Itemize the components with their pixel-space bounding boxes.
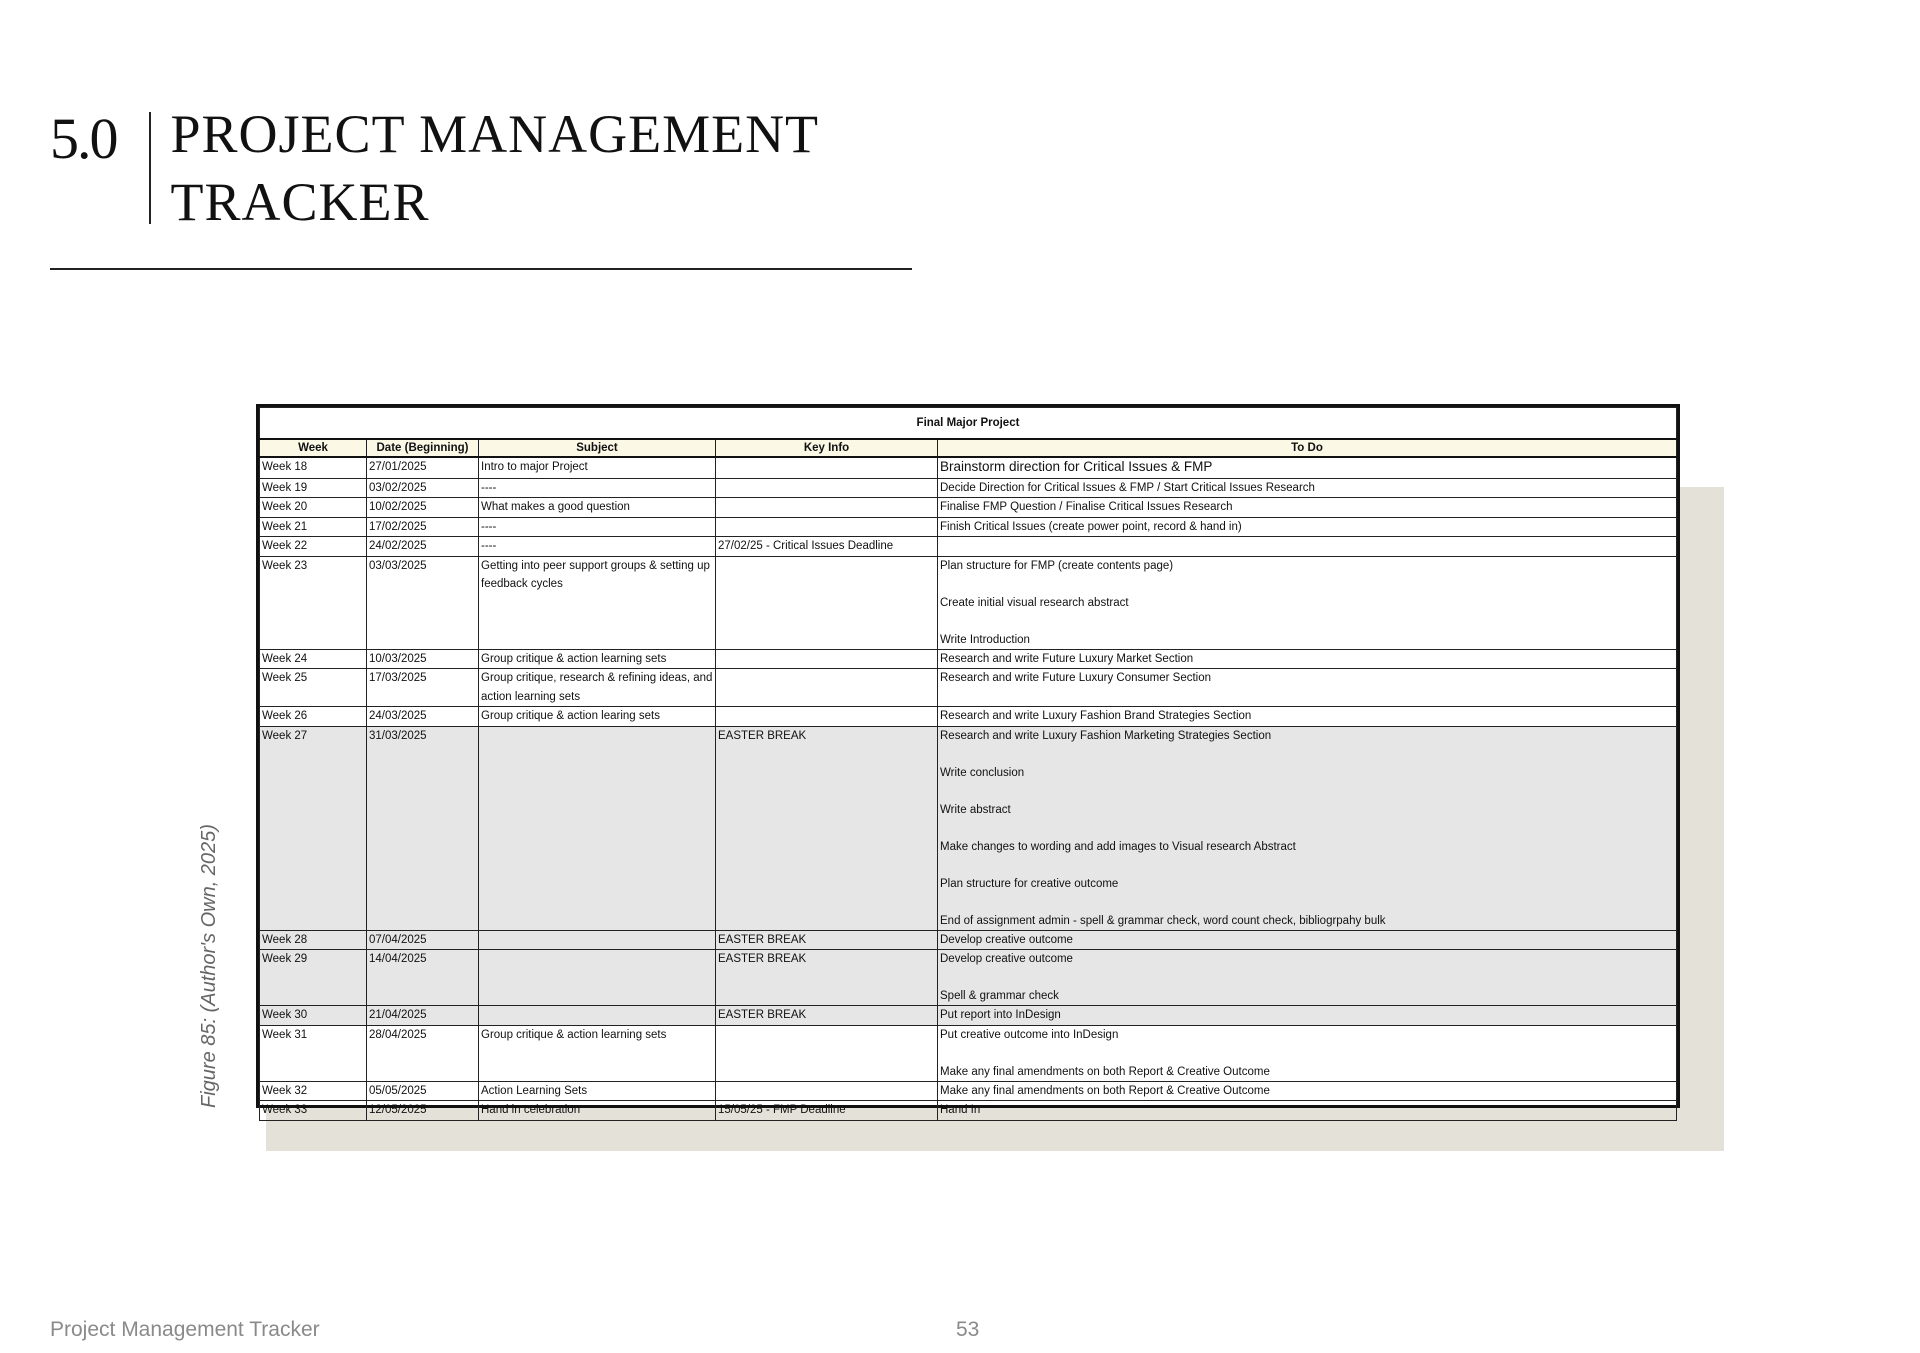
- to-do-item: Write abstract: [940, 803, 1011, 816]
- date-cell: 28/04/2025: [367, 1025, 479, 1081]
- column-header-key-info: Key Info: [716, 439, 938, 457]
- subject-cell: Group critique & action learing sets: [479, 707, 716, 727]
- subject-cell: Hand in celebration: [479, 1101, 716, 1121]
- key-info-cell: [716, 669, 938, 707]
- subject-cell: Intro to major Project: [479, 457, 716, 478]
- to-do-cell: [938, 1006, 1677, 1026]
- to-do-cell: [938, 556, 1677, 649]
- week-cell: Week 24: [260, 649, 367, 669]
- heading-divider: [149, 112, 151, 224]
- key-info-cell: [716, 498, 938, 518]
- week-cell: Week 26: [260, 707, 367, 727]
- key-info-cell: EASTER BREAK: [716, 1006, 938, 1026]
- heading-rule: [50, 268, 912, 270]
- table-row: [260, 537, 1677, 557]
- to-do-item: Write conclusion: [940, 766, 1025, 779]
- to-do-cell: [938, 537, 1677, 557]
- column-header-week: Week: [260, 439, 367, 457]
- key-info-cell: [716, 478, 938, 498]
- date-cell: 10/02/2025: [367, 498, 479, 518]
- table-row: [260, 1025, 1677, 1081]
- week-cell: Week 28: [260, 930, 367, 950]
- subject-cell: ----: [479, 537, 716, 557]
- to-do-item: Develop creative outcome: [940, 933, 1073, 946]
- key-info-cell: [716, 1025, 938, 1081]
- table-row: [260, 1101, 1677, 1121]
- week-cell: Week 25: [260, 669, 367, 707]
- to-do-item: Develop creative outcome: [940, 953, 1073, 965]
- to-do-cell: [938, 517, 1677, 537]
- to-do-item: Decide Direction for Critical Issues & FMP / Start Critical Issues Research: [940, 481, 1315, 494]
- to-do-item: Put creative outcome into InDesign: [940, 1028, 1119, 1041]
- table-title: Final Major Project: [260, 408, 1677, 440]
- page-title: [171, 100, 820, 236]
- key-info-cell: [716, 649, 938, 669]
- to-do-cell: [938, 649, 1677, 669]
- date-cell: 31/03/2025: [367, 726, 479, 930]
- to-do-item: Plan structure for FMP (create contents page): [940, 559, 1174, 572]
- date-cell: 03/02/2025: [367, 478, 479, 498]
- table-row: [260, 1081, 1677, 1101]
- to-do-item: Write Introduction: [940, 633, 1030, 646]
- to-do-cell: [938, 457, 1677, 478]
- table-row: [260, 457, 1677, 478]
- table-row: [260, 707, 1677, 727]
- to-do-item: Make changes to wording and add images to Visual research Abstract: [940, 840, 1296, 853]
- page-title-line-2: TRACKER: [170, 172, 430, 232]
- subject-cell: [479, 950, 716, 1006]
- week-cell: Week 19: [260, 478, 367, 498]
- footer-section-label: Project Management Tracker: [50, 1318, 320, 1341]
- project-tracker-table: [256, 404, 1680, 1116]
- key-info-cell: EASTER BREAK: [716, 950, 938, 1006]
- table-header-row: [260, 439, 1677, 457]
- to-do-item: Put report into InDesign: [940, 1009, 1061, 1021]
- to-do-item: Spell & grammar check: [940, 990, 1059, 1002]
- date-cell: 10/03/2025: [367, 649, 479, 669]
- date-cell: 03/03/2025: [367, 556, 479, 649]
- date-cell: 17/03/2025: [367, 669, 479, 707]
- key-info-cell: [716, 1081, 938, 1101]
- table-row: [260, 498, 1677, 518]
- to-do-item: Make any final amendments on both Report & Creative Outcome: [940, 1065, 1270, 1078]
- to-do-item: Research and write Future Luxury Market Section: [940, 652, 1194, 665]
- subject-cell: Group critique, research & refining ideas, and action learning sets: [479, 669, 716, 707]
- table-row: [260, 478, 1677, 498]
- to-do-item: Make any final amendments on both Report & Creative Outcome: [940, 1084, 1270, 1097]
- to-do-cell: [938, 478, 1677, 498]
- date-cell: 05/05/2025: [367, 1081, 479, 1101]
- week-cell: Week 30: [260, 1006, 367, 1026]
- to-do-cell: [938, 930, 1677, 950]
- week-cell: Week 22: [260, 537, 367, 557]
- week-cell: Week 31: [260, 1025, 367, 1081]
- subject-cell: What makes a good question: [479, 498, 716, 518]
- to-do-cell: [938, 950, 1677, 1006]
- subject-cell: Action Learning Sets: [479, 1081, 716, 1101]
- key-info-cell: EASTER BREAK: [716, 726, 938, 930]
- subject-cell: [479, 726, 716, 930]
- date-cell: 21/04/2025: [367, 1006, 479, 1026]
- table-row: [260, 669, 1677, 707]
- key-info-cell: EASTER BREAK: [716, 930, 938, 950]
- subject-cell: Group critique & action learning sets: [479, 1025, 716, 1081]
- to-do-item: Brainstorm direction for Critical Issues & FMP: [940, 459, 1213, 474]
- to-do-item: Hand In: [940, 1104, 981, 1116]
- key-info-cell: [716, 556, 938, 649]
- subject-cell: ----: [479, 517, 716, 537]
- week-cell: Week 20: [260, 498, 367, 518]
- figure-caption: Figure 85: (Author's Own, 2025): [198, 824, 220, 1108]
- key-info-cell: [716, 457, 938, 478]
- key-info-cell: 15/05/25 - FMP Deadline: [716, 1101, 938, 1121]
- table-row: [260, 726, 1677, 930]
- table-row: [260, 930, 1677, 950]
- date-cell: 24/02/2025: [367, 537, 479, 557]
- table-row: [260, 556, 1677, 649]
- to-do-item: Finalise FMP Question / Finalise Critical Issues Research: [940, 501, 1233, 513]
- date-cell: 27/01/2025: [367, 457, 479, 478]
- table-row: [260, 517, 1677, 537]
- subject-cell: [479, 1006, 716, 1026]
- date-cell: 12/05/2025: [367, 1101, 479, 1121]
- subject-cell: ----: [479, 478, 716, 498]
- key-info-cell: [716, 707, 938, 727]
- week-cell: Week 33: [260, 1101, 367, 1121]
- to-do-cell: [938, 498, 1677, 518]
- to-do-item: Plan structure for creative outcome: [940, 877, 1119, 890]
- section-heading: [50, 100, 819, 236]
- to-do-cell: [938, 726, 1677, 930]
- week-cell: Week 18: [260, 457, 367, 478]
- to-do-item: Finish Critical Issues (create power point, record & hand in): [940, 520, 1242, 533]
- to-do-cell: [938, 1081, 1677, 1101]
- date-cell: 17/02/2025: [367, 517, 479, 537]
- key-info-cell: 27/02/25 - Critical Issues Deadline: [716, 537, 938, 557]
- subject-cell: Getting into peer support groups & setting up feedback cycles: [479, 556, 716, 649]
- to-do-cell: [938, 1101, 1677, 1121]
- page-number: 53: [956, 1318, 980, 1341]
- week-cell: Week 27: [260, 726, 367, 930]
- page-title-line-1: PROJECT MANAGEMENT: [170, 104, 820, 164]
- to-do-cell: [938, 669, 1677, 707]
- week-cell: Week 23: [260, 556, 367, 649]
- to-do-item: Research and write Luxury Fashion Marketing Strategies Section: [940, 729, 1272, 742]
- to-do-item: Create initial visual research abstract: [940, 596, 1129, 609]
- section-number: 5.0: [50, 106, 117, 171]
- week-cell: Week 29: [260, 950, 367, 1006]
- date-cell: 24/03/2025: [367, 707, 479, 727]
- date-cell: 14/04/2025: [367, 950, 479, 1006]
- table-row: [260, 649, 1677, 669]
- week-cell: Week 32: [260, 1081, 367, 1101]
- date-cell: 07/04/2025: [367, 930, 479, 950]
- column-header-subject: Subject: [479, 439, 716, 457]
- table-row: [260, 950, 1677, 1006]
- to-do-item: Research and write Luxury Fashion Brand Strategies Section: [940, 710, 1252, 722]
- to-do-cell: [938, 1025, 1677, 1081]
- to-do-cell: [938, 707, 1677, 727]
- week-cell: Week 21: [260, 517, 367, 537]
- to-do-item: Research and write Future Luxury Consumer Section: [940, 672, 1212, 684]
- subject-cell: [479, 930, 716, 950]
- key-info-cell: [716, 517, 938, 537]
- column-header-date: Date (Beginning): [367, 439, 479, 457]
- subject-cell: Group critique & action learning sets: [479, 649, 716, 669]
- to-do-item: End of assignment admin - spell & grammar check, word count check, bibliogrpahy bulk: [940, 914, 1386, 927]
- column-header-to-do: To Do: [938, 439, 1677, 457]
- table-row: [260, 1006, 1677, 1026]
